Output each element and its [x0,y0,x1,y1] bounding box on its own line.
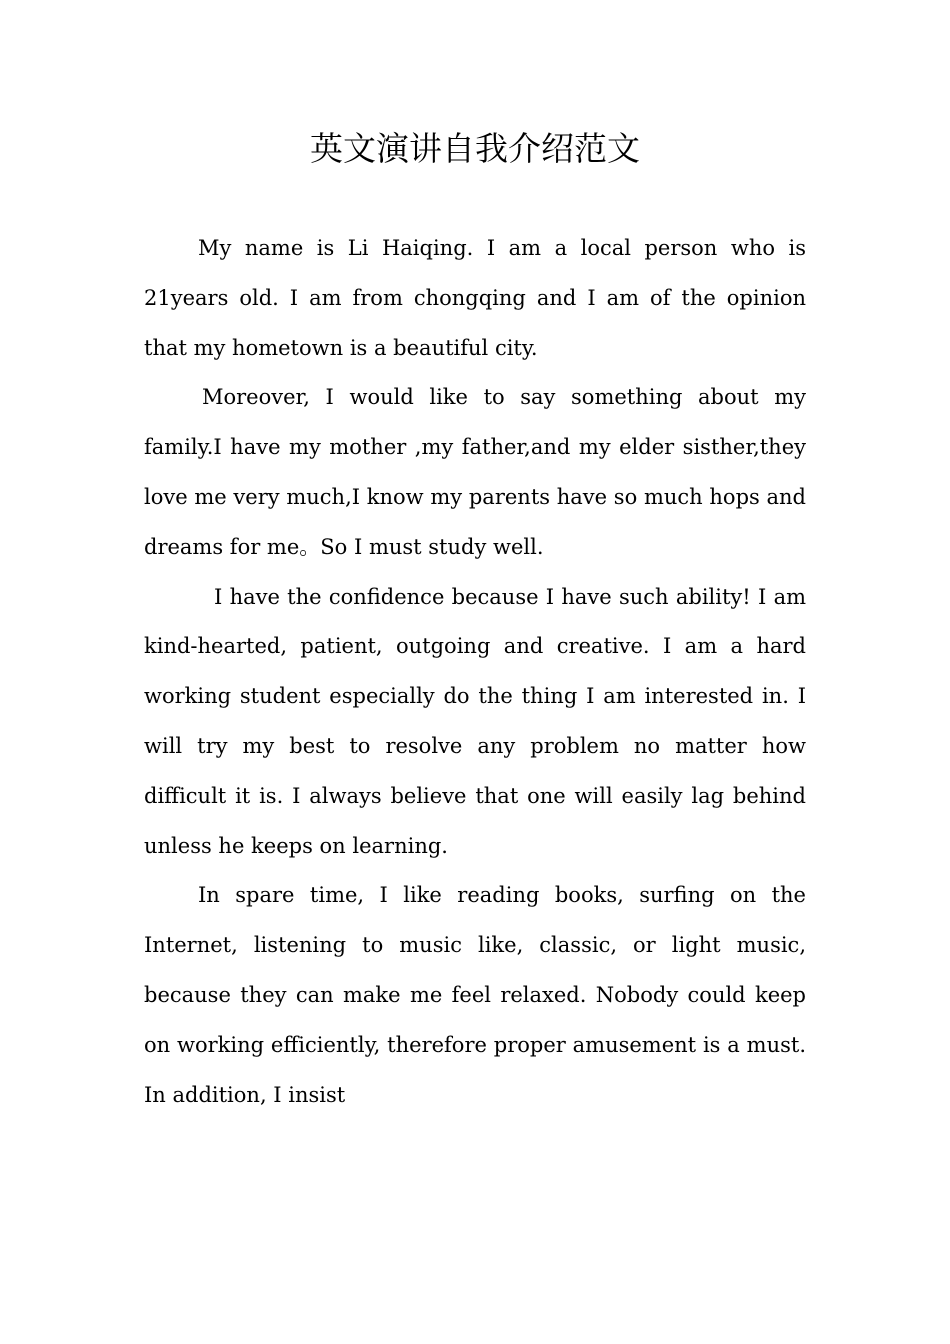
document-title: 英文演讲自我介绍范文 [310,129,640,168]
paragraph-confidence: I have the confidence because I have such ability! I am kind-hearted, patient, outgoing and creative. I am a hard working student especially do the thing I am interested in. I will try my best to resolve any problem no matter how difficult it is. I always believe that one will easily lag behind unless he keeps on learning. [144,584,806,858]
paragraph-spare-time: In spare time, I like reading books, surfing on the Internet, listening to music like, classic, or light music, because they can make me feel relaxed. Nobody could keep on working efficiently, therefore proper amusement is a must. In addition, I insist [144,883,806,1107]
paragraph-family: Moreover, I would like to say something about my family.I have my mother ,my father,and my elder sisther,they love me very much,I know my parents have so much hops and dreams for me。So I must study well. [144,385,806,559]
document-body [144,224,806,1120]
paragraph-introduction: My name is Li Haiqing. I am a local person who is 21years old. I am from chongqing and I am of the opinion that my hometown is a beautiful city. [144,236,806,360]
